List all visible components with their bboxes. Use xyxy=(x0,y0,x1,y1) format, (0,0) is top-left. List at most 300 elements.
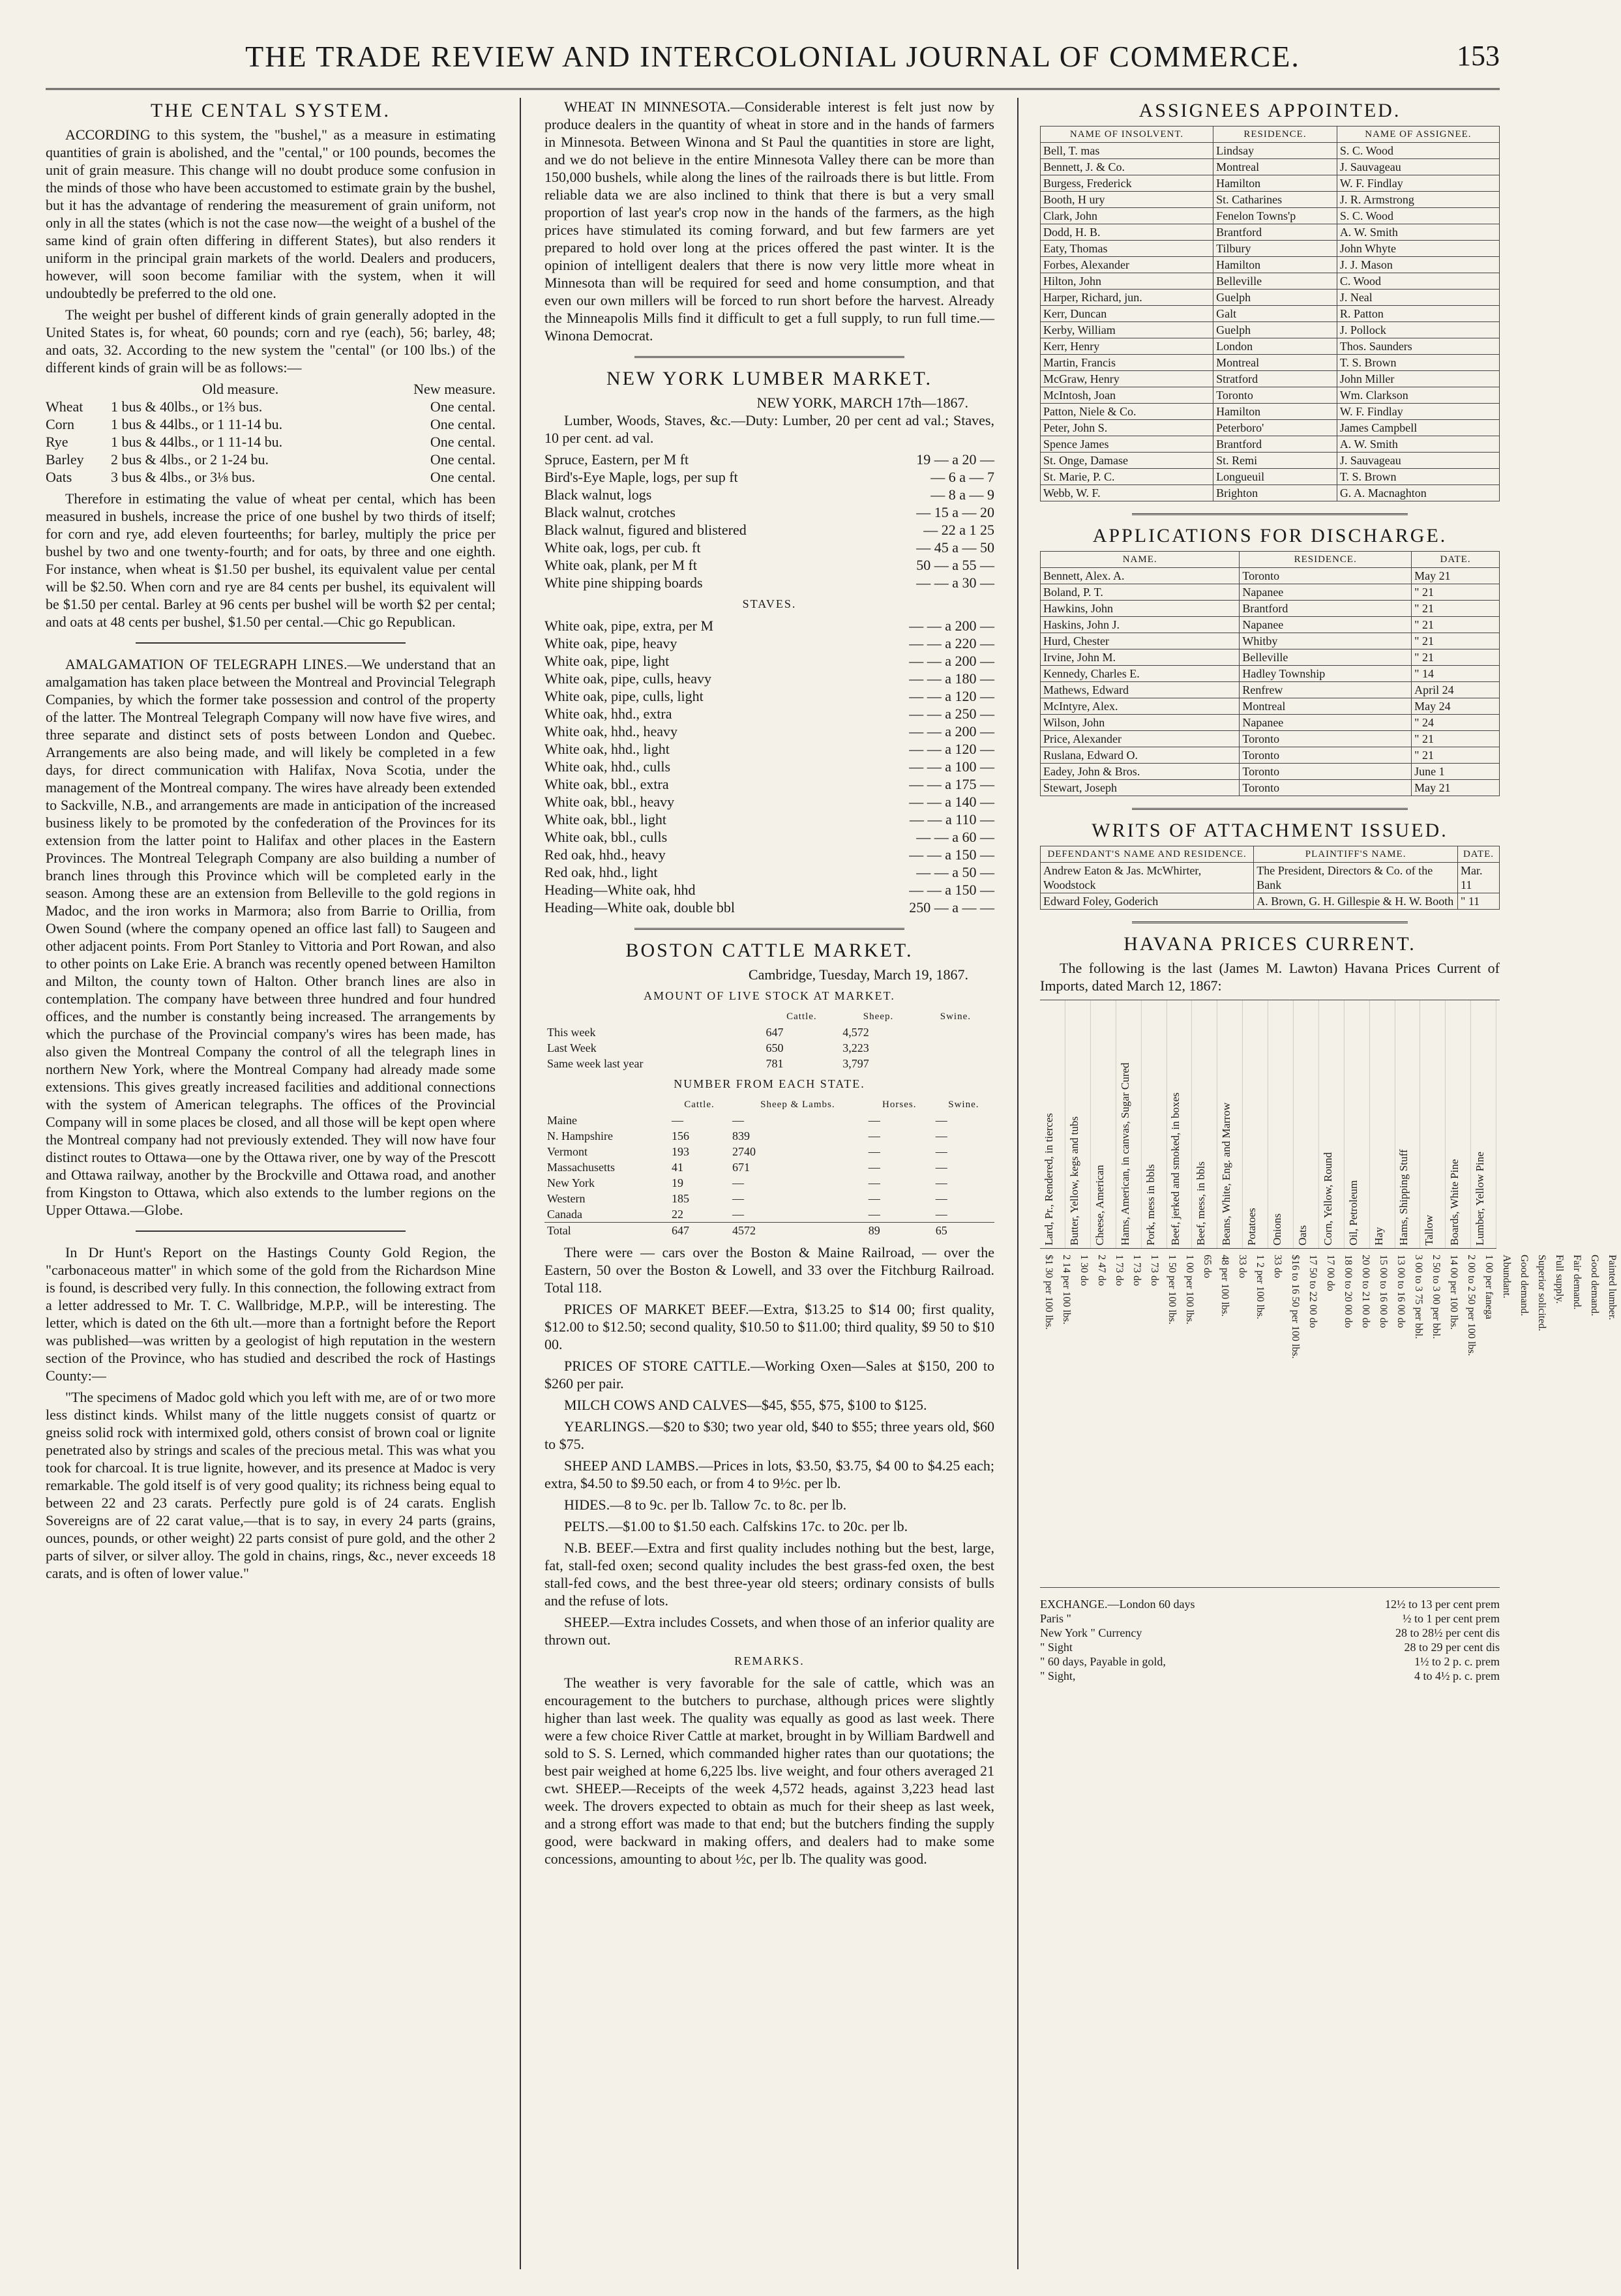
table-row xyxy=(1041,698,1500,715)
table-cell: Brantford xyxy=(1240,601,1412,617)
exchange-rate: 28 to 28½ per cent dis xyxy=(1395,1626,1500,1639)
table-cell: J. Sauvageau xyxy=(1337,453,1499,469)
havana-remarks xyxy=(1498,1255,1621,1581)
price-row xyxy=(544,574,994,591)
table-cell: Price, Alexander xyxy=(1041,731,1240,747)
havana-duty: $1 30 per 100 lbs. xyxy=(1043,1255,1054,1330)
table-cell: Wm. Clarkson xyxy=(1337,387,1499,404)
table-cell: Toronto xyxy=(1240,568,1412,584)
table-cell xyxy=(917,1024,994,1040)
havana-item: Onions xyxy=(1268,1000,1294,1248)
column-rule xyxy=(520,98,521,2269)
table-cell: Hamilton xyxy=(1213,404,1337,420)
column-header: NAME OF INSOLVENT. xyxy=(1041,127,1213,143)
table-row xyxy=(1041,371,1500,387)
column-header: Swine. xyxy=(940,1011,971,1022)
havana-duty: 1 73 do xyxy=(1114,1255,1125,1286)
table-cell: Vermont xyxy=(547,1145,587,1158)
price-row xyxy=(544,670,994,687)
table-cell: 2740 xyxy=(732,1145,756,1158)
measure-new-header: New measure. xyxy=(413,381,496,397)
table-cell xyxy=(917,1056,994,1071)
price-value: — — a 30 — xyxy=(916,574,994,591)
price-item: Black walnut, crotches xyxy=(544,504,676,520)
havana-item: Lard, Pr., Rendered, in tierces xyxy=(1040,1000,1065,1248)
table-row xyxy=(1041,257,1500,273)
table-cell: — xyxy=(868,1129,880,1142)
table-row xyxy=(1041,485,1500,501)
table-cell: — xyxy=(868,1208,880,1221)
table-row xyxy=(1041,192,1500,208)
table-row xyxy=(544,1175,994,1191)
table-cell: John Miller xyxy=(1337,371,1499,387)
price-item: White oak, hhd., light xyxy=(544,741,670,757)
table-cell: " 24 xyxy=(1412,715,1500,731)
column-header xyxy=(544,1097,669,1112)
table-cell: Maine xyxy=(547,1114,577,1127)
havana-item: Beef, mess, in bbls xyxy=(1192,1000,1217,1248)
table-cell: W. F. Findlay xyxy=(1337,404,1499,420)
price-value: — 45 a — 50 xyxy=(916,539,994,556)
price-row xyxy=(544,828,994,846)
table-cell: Last Week xyxy=(547,1041,597,1054)
lumber-date: NEW YORK, MARCH 17th—1867. xyxy=(756,395,968,411)
table-row xyxy=(1041,387,1500,404)
table-cell: Montreal xyxy=(1213,159,1337,175)
table-row xyxy=(1041,863,1500,893)
havana-duty: 33 do xyxy=(1237,1255,1248,1278)
table-cell: " 21 xyxy=(1412,649,1500,666)
exchange-label: " Sight xyxy=(1040,1641,1073,1654)
table-header xyxy=(1041,846,1500,863)
table-cell: Edward Foley, Goderich xyxy=(1041,893,1254,910)
exchange-rate: 12½ to 13 per cent prem xyxy=(1385,1598,1500,1611)
table-cell: Patton, Niele & Co. xyxy=(1041,404,1213,420)
havana-prices xyxy=(1286,1255,1498,1581)
table-cell: Fenelon Towns'p xyxy=(1213,208,1337,224)
table-cell: J. J. Mason xyxy=(1337,257,1499,273)
table-cell: Bennett, J. & Co. xyxy=(1041,159,1213,175)
price-row xyxy=(544,846,994,863)
havana-item: Beef, jerked and smoked, in boxes xyxy=(1167,1000,1192,1248)
measure-grain: Oats xyxy=(46,469,72,485)
table-cell: Kerr, Duncan xyxy=(1041,306,1213,322)
lumber-title: NEW YORK LUMBER MARKET. xyxy=(606,368,933,389)
price-item: Heading—White oak, double bbl xyxy=(544,899,736,916)
cental-paragraph: ACCORDING to this system, the "bushel," as a measure in estimating quantities of grain is abolished, and the "cental," or 100 pounds, becomes the unit of grain measure. This change will no doubt produce some confusion in the minds of those who have been accustomed to estimate grain by the bushel, but it has the advantage of rendering the measurement of grain uniform, not only in all the states (which is not the case now—the weight of a bushel of the same kind of grain often differing in different States), but also renders it uniform in the principal grain markets of the world. Dealers and producers, however, will soon become familiar with the system, when it will undoubtedly be preferred to the old one. xyxy=(46,127,496,301)
exchange-rate: ½ to 1 per cent prem xyxy=(1403,1612,1500,1625)
column-rule xyxy=(1017,98,1019,2269)
table-cell: Bell, T. mas xyxy=(1041,143,1213,159)
table-cell: R. Patton xyxy=(1337,306,1499,322)
page-number: 153 xyxy=(1457,40,1500,72)
table-cell: Hamilton xyxy=(1213,257,1337,273)
havana-price: 13 00 to 16 00 do xyxy=(1395,1255,1406,1328)
column-header: PLAINTIFF'S NAME. xyxy=(1254,846,1458,863)
havana-duty: 2 47 do xyxy=(1096,1255,1107,1286)
price-row xyxy=(544,758,994,775)
table-cell: A. W. Smith xyxy=(1337,436,1499,453)
table-cell: This week xyxy=(547,1026,596,1039)
price-value: — 15 a — 20 xyxy=(916,504,994,520)
price-value: — — a 120 — xyxy=(909,688,994,704)
table-cell: 193 xyxy=(671,1145,689,1158)
table-cell: Whitby xyxy=(1240,633,1412,649)
price-item: White oak, pipe, culls, light xyxy=(544,688,704,704)
measure-new: One cental. xyxy=(430,469,496,485)
column-header: DATE. xyxy=(1457,846,1499,863)
table-cell: Massachusetts xyxy=(547,1161,615,1174)
table-cell: Bennett, Alex. A. xyxy=(1041,568,1240,584)
table-cell: Martin, Francis xyxy=(1041,355,1213,371)
table-cell: Stewart, Joseph xyxy=(1041,780,1240,796)
price-item: Red oak, hhd., heavy xyxy=(544,846,666,863)
havana-price: 2 00 to 2 50 per 100 lbs. xyxy=(1466,1255,1477,1356)
table-cell: S. C. Wood xyxy=(1337,208,1499,224)
table-cell: 781 xyxy=(766,1057,784,1070)
table-cell: 647 xyxy=(766,1026,784,1039)
price-row xyxy=(544,723,994,740)
cattle-note: YEARLINGS.—$20 to $30; two year old, $40 to $55; three years old, $60 to $75. xyxy=(544,1418,994,1452)
price-value: — — a 175 — xyxy=(909,776,994,792)
exchange-row xyxy=(1040,1654,1500,1669)
measure-old: 3 bus & 4lbs., or 3⅛ bus. xyxy=(111,469,256,485)
table-row xyxy=(544,1206,994,1223)
measure-new: One cental. xyxy=(430,434,496,450)
table-cell: " 21 xyxy=(1412,617,1500,633)
table-row xyxy=(1041,649,1500,666)
table-row xyxy=(1041,633,1500,649)
measure-old-header: Old measure. xyxy=(202,381,279,397)
havana-duty: 1 30 do xyxy=(1078,1255,1090,1286)
havana-duty: 1 00 per 100 lbs. xyxy=(1184,1255,1195,1325)
havana-duty: 48 per 100 lbs. xyxy=(1219,1255,1230,1317)
cattle-subheading: NUMBER FROM EACH STATE. xyxy=(674,1077,865,1090)
divider xyxy=(1132,921,1408,923)
table-cell: Brighton xyxy=(1213,485,1337,501)
price-row xyxy=(544,687,994,705)
table-cell: 650 xyxy=(766,1041,784,1054)
havana-remark: Fair demand. xyxy=(1571,1255,1583,1310)
table-cell: 4,572 xyxy=(842,1026,869,1039)
writs-title: WRITS OF ATTACHMENT ISSUED. xyxy=(1092,820,1448,841)
column-header: NAME OF ASSIGNEE. xyxy=(1337,127,1499,143)
table-cell: Ruslana, Edward O. xyxy=(1041,747,1240,764)
table-body xyxy=(544,1112,994,1238)
table-row xyxy=(544,1144,994,1159)
price-value: 250 — a — — xyxy=(909,899,994,916)
table-cell: May 24 xyxy=(1412,698,1500,715)
table-cell: James Campbell xyxy=(1337,420,1499,436)
havana-grid xyxy=(1040,1255,1618,1581)
table-row xyxy=(1041,306,1500,322)
table-cell: 839 xyxy=(732,1129,751,1142)
table-cell: Belleville xyxy=(1213,273,1337,290)
exchange-label: EXCHANGE.—London 60 days xyxy=(1040,1598,1195,1611)
table-cell: Mathews, Edward xyxy=(1041,682,1240,698)
table-row xyxy=(1041,568,1500,584)
table-cell: " 11 xyxy=(1457,893,1499,910)
table-cell: Stratford xyxy=(1213,371,1337,387)
table-cell: 156 xyxy=(671,1129,689,1142)
table-cell: Kerby, William xyxy=(1041,322,1213,338)
havana-remark: Good demand. xyxy=(1519,1255,1530,1317)
table-cell: Forbes, Alexander xyxy=(1041,257,1213,273)
cattle-note: PRICES OF MARKET BEEF.—Extra, $13.25 to $14 00; first quality, $12.00 to $12.50; second quality, $10.50 to $11.00; third quality, $9 50 to $10 00. xyxy=(544,1301,994,1352)
table-cell: — xyxy=(732,1176,745,1189)
table-cell: May 21 xyxy=(1412,780,1500,796)
price-row xyxy=(544,451,994,468)
table-cell: Toronto xyxy=(1240,764,1412,780)
table-cell: McIntyre, Alex. xyxy=(1041,698,1240,715)
price-value: — — a 150 — xyxy=(909,846,994,863)
table-row xyxy=(1041,338,1500,355)
table-cell: — xyxy=(935,1129,947,1142)
exchange-label: Paris " xyxy=(1040,1612,1071,1625)
telegraph-paragraph: AMALGAMATION OF TELEGRAPH LINES.—We understand that an amalgamation has taken place between the Montreal and Provincial Telegraph Companies, by which the former take possession and control of the property of the latter. The Montreal Telegraph Company will now have five wires, and three separate and distinct sets of posts between London and Quebec. Arrangements are also being made, and will likely be completed in a few days, for direct communication with Halifax, Nova Scotia, under the management of the Montreal company. The wires have already been extended to Sackville, N.B., and arrangements are made in anticipation of the increased business likely to be promoted by the confederation of the Provinces for its extension from the latter point to Halifax and other places in the Eastern Provinces. The Montreal Telegraph Company are also building a number of branch lines through this Province which will be completed early in the season. Among these are an extension from Belleville to the gold regions in Madoc, and the iron works in Marmora; also from Barrie to Orillia, from Owen Sound (where the company opened an office last fall) to Saugeen and other adjacent points. From Port Stanley to Vittoria and Port Rowan, and also to other points on Lake Erie. A branch was recently opened between Hamilton and Milton, the county town of Halton. Other branch lines are also in contemplation. The company have between three hundred and four hundred offices, and the number is constantly being increased. The arrangements by which the purchase of the Provincial company's wires has been made, has also given the Montreal Company the control of all the telegraph lines in northern New York, where the Montreal Company had already made some extensions. This gives greatly increased facilities and additional connections with the system of American telegraphs. The offices of the Provincial Company will in some places be closed, and all those will be kept open where the Montreal company had not previously extended. They will now have four distinct routes to Ottawa—one by the Ottawa river, one by way of the Prescott and Ottawa railway, another by the Brockville and Ottawa road, and another from Kingston to Ottawa, which also extends to the lumber regions on the Upper Ottawa.—Globe. xyxy=(46,656,496,1218)
table-row xyxy=(1041,601,1500,617)
table-cell: April 24 xyxy=(1412,682,1500,698)
table-row xyxy=(1041,780,1500,796)
table-cell: — xyxy=(868,1192,880,1205)
table-cell: Montreal xyxy=(1213,355,1337,371)
price-row xyxy=(544,521,994,539)
page-title: THE TRADE REVIEW AND INTERCOLONIAL JOURNAL OF COMMERCE. xyxy=(245,40,1300,73)
measure-new: One cental. xyxy=(430,398,496,415)
table-cell: Kerr, Henry xyxy=(1041,338,1213,355)
table-cell: St. Catharines xyxy=(1213,192,1337,208)
havana-remark: Abundant. xyxy=(1501,1255,1512,1299)
divider xyxy=(634,928,904,930)
table-cell: Mar. 11 xyxy=(1457,863,1499,893)
table-row xyxy=(1041,241,1500,257)
measure-new: One cental. xyxy=(430,451,496,468)
exchange-list xyxy=(1040,1597,1500,1683)
table-cell: Peterboro' xyxy=(1213,420,1337,436)
table-cell: Spence James xyxy=(1041,436,1213,453)
havana-price: 18 00 to 20 00 do xyxy=(1343,1255,1354,1328)
table-cell: 89 xyxy=(866,1223,933,1239)
cattle-note: There were — cars over the Boston & Maine Railroad, — over the Eastern, 50 over the Boston & Lowell, and 33 over the Fitchburg Railroad. Total 118. xyxy=(544,1244,994,1296)
table-cell: 19 xyxy=(671,1176,683,1189)
table-cell: — xyxy=(732,1114,745,1127)
price-row xyxy=(544,793,994,811)
table-row xyxy=(544,1191,994,1206)
table-cell: McGraw, Henry xyxy=(1041,371,1213,387)
table-cell: 647 xyxy=(669,1223,730,1239)
price-value: — 8 a — 9 xyxy=(930,486,994,503)
table-row xyxy=(1041,143,1500,159)
table-cell: Wilson, John xyxy=(1041,715,1240,731)
table-cell: Guelph xyxy=(1213,290,1337,306)
table-cell: Hurd, Chester xyxy=(1041,633,1240,649)
price-item: White oak, pipe, extra, per M xyxy=(544,618,714,634)
table-cell: J. Sauvageau xyxy=(1337,159,1499,175)
table-row xyxy=(1041,404,1500,420)
table-cell xyxy=(917,1040,994,1056)
column-header: DEFENDANT'S NAME AND RESIDENCE. xyxy=(1041,846,1254,863)
table-cell: Same week last year xyxy=(547,1057,644,1070)
havana-item: Lumber, Yellow Pine xyxy=(1471,1000,1496,1248)
price-value: — — a 60 — xyxy=(916,829,994,845)
havana-duty: 1 50 per 100 lbs. xyxy=(1167,1255,1178,1325)
table-row xyxy=(1041,355,1500,371)
measure-old: 1 bus & 44lbs., or 1 11-14 bu. xyxy=(111,434,283,450)
divider xyxy=(1132,513,1408,515)
havana-item: Butter, Yellow, kegs and tubs xyxy=(1065,1000,1091,1248)
havana-price: 2 50 to 3 00 per bbl. xyxy=(1431,1255,1442,1339)
table-row xyxy=(1041,159,1500,175)
table-row xyxy=(1041,584,1500,601)
table-cell: Thos. Saunders xyxy=(1337,338,1499,355)
cattle-date: Cambridge, Tuesday, March 19, 1867. xyxy=(748,966,968,983)
table-cell: Andrew Eaton & Jas. McWhirter, Woodstock xyxy=(1041,863,1254,893)
measure-row xyxy=(46,398,496,415)
table-cell: The President, Directors & Co. of the Bank xyxy=(1254,863,1458,893)
measure-row xyxy=(46,468,496,486)
table-cell: — xyxy=(868,1161,880,1174)
table-cell: St. Marie, P. C. xyxy=(1041,469,1213,485)
table-cell: — xyxy=(935,1208,947,1221)
price-item: White pine shipping boards xyxy=(544,574,703,591)
cattle-note: PRICES OF STORE CATTLE.—Working Oxen—Sales at $150, 200 to $260 per pair. xyxy=(544,1358,994,1392)
column-header: RESIDENCE. xyxy=(1213,127,1337,143)
table-cell: Longueuil xyxy=(1213,469,1337,485)
table-cell: S. C. Wood xyxy=(1337,143,1499,159)
gold-paragraph: "The specimens of Madoc gold which you left with me, are of or two more less distinct kinds. Whilst many of the little nuggets consist of quartz or gneiss solid rock with intermixed gold, others consist of brown coal or lignite penetrated also by strings and scales of the precious metal. This was what you took for charcoal. It is true lignite, however, and its presence at Madoc is very remarkable. The gold itself is of very good quality; its richness being equal to between 22 and 23 carats. Perfectly pure gold is of 24 carats. English Sovereigns are of 22 carat value,—that is to say, in every 24 parts (grains, ounces, pounds, or other weight) 22 parts consist of pure gold, and the other 2 parts of silver, or silver alloy. The gold in chains, rings, &c., never exceeds 18 carats, and is often of lower value." xyxy=(46,1389,496,1581)
staves-label: STAVES. xyxy=(742,597,797,610)
table-cell: Napanee xyxy=(1240,715,1412,731)
havana-item: Pork, mess in bbls xyxy=(1142,1000,1167,1248)
lumber-duty: Lumber, Woods, Staves, &c.—Duty: Lumber, 20 per cent ad val.; Staves, 10 per cent. ad val. xyxy=(544,412,994,446)
column-1 xyxy=(46,98,496,2269)
price-row xyxy=(544,775,994,793)
measure-row xyxy=(46,415,496,433)
cattle-note: SHEEP AND LAMBS.—Prices in lots, $3.50, $3.75, $4 00 to $4.25 each; extra, $4.50 to $9.50 each, or from 4 to 9½c. per lb. xyxy=(544,1457,994,1491)
table-cell: 671 xyxy=(732,1161,751,1174)
table-cell: 65 xyxy=(933,1223,994,1239)
column-header: Swine. xyxy=(948,1099,979,1110)
column-header: Horses. xyxy=(882,1099,917,1110)
exchange-label: New York " Currency xyxy=(1040,1626,1142,1639)
havana-duty: 1 2 per 100 lbs. xyxy=(1255,1255,1266,1320)
table-row xyxy=(1041,175,1500,192)
havana-intro: The following is the last (James M. Lawton) Havana Prices Current of Imports, dated March 12, 1867: xyxy=(1040,960,1500,994)
measure-old: 1 bus & 40lbs., or 1⅔ bus. xyxy=(111,398,263,415)
table-cell: Hamilton xyxy=(1213,175,1337,192)
table-row xyxy=(1041,224,1500,241)
table-cell: — xyxy=(935,1114,947,1127)
price-row xyxy=(544,503,994,521)
exchange-rate: 1½ to 2 p. c. prem xyxy=(1414,1655,1500,1668)
havana-item: Potatoes xyxy=(1243,1000,1268,1248)
table-cell: June 1 xyxy=(1412,764,1500,780)
table-cell: " 14 xyxy=(1412,666,1500,682)
price-item: White oak, bbl., extra xyxy=(544,776,669,792)
table-cell: Brantford xyxy=(1213,436,1337,453)
table-row xyxy=(1041,893,1500,910)
gold-paragraph: In Dr Hunt's Report on the Hastings County Gold Region, the "carbonaceous matter" in which some of the gold from the Richardson Mine is found, is described very fully. In this connection, the following extract from a letter addressed to Mr. T. C. Wallbridge, M.P.P., will be interesting. The letter, which is dated on the 6th ult.—more than a fortnight before the Report was published—was written by a geologist of high reputation in the western section of the Province, who has studied and described the rock of Hastings County:— xyxy=(46,1244,496,1384)
table-row xyxy=(544,1112,994,1128)
column-header: DATE. xyxy=(1412,552,1500,568)
table-cell: " 21 xyxy=(1412,747,1500,764)
measure-header xyxy=(46,380,496,398)
price-value: — — a 220 — xyxy=(909,635,994,651)
havana-duties xyxy=(1040,1255,1286,1581)
remarks-label: REMARKS. xyxy=(734,1654,805,1667)
price-row xyxy=(544,863,994,881)
staves-list xyxy=(544,617,994,916)
table-cell: Boland, P. T. xyxy=(1041,584,1240,601)
havana-item: Oats xyxy=(1294,1000,1319,1248)
table-cell: J. Pollock xyxy=(1337,322,1499,338)
measure-row xyxy=(46,451,496,468)
table-cell: Napanee xyxy=(1240,584,1412,601)
table-cell: Burgess, Frederick xyxy=(1041,175,1213,192)
table-cell: J. R. Armstrong xyxy=(1337,192,1499,208)
table-cell: Dodd, H. B. xyxy=(1041,224,1213,241)
table-cell: John Whyte xyxy=(1337,241,1499,257)
table-cell: Tilbury xyxy=(1213,241,1337,257)
page-header xyxy=(46,26,1500,90)
measure-old: 1 bus & 44lbs., or 1 11-14 bu. xyxy=(111,416,283,432)
table-cell: Clark, John xyxy=(1041,208,1213,224)
price-value: — — a 200 — xyxy=(909,653,994,669)
price-value: — 6 a — 7 xyxy=(930,469,994,485)
table-cell: Eaty, Thomas xyxy=(1041,241,1213,257)
table-cell: Eadey, John & Bros. xyxy=(1041,764,1240,780)
price-item: White oak, plank, per M ft xyxy=(544,557,697,573)
table-cell: — xyxy=(935,1176,947,1189)
price-item: White oak, pipe, heavy xyxy=(544,635,677,651)
havana-remark: Superior solicited. xyxy=(1536,1255,1547,1332)
table-cell: 185 xyxy=(671,1192,689,1205)
price-value: — — a 200 — xyxy=(909,723,994,739)
table-cell: London xyxy=(1213,338,1337,355)
price-value: — — a 50 — xyxy=(916,864,994,880)
table-row xyxy=(1041,731,1500,747)
table-row xyxy=(1041,764,1500,780)
price-value: 50 — a 55 — xyxy=(916,557,994,573)
table-cell: Galt xyxy=(1213,306,1337,322)
cental-paragraph: The weight per bushel of different kinds of grain generally adopted in the United States is, for wheat, 60 pounds; corn and rye (each), 56; barley, 48; and oats, 32. According to the new system the "cental" (or 100 lbs.) of the different kinds of grain will be as follows:— xyxy=(46,306,496,376)
measure-grain: Corn xyxy=(46,416,74,432)
price-row xyxy=(544,811,994,828)
column-header: Cattle. xyxy=(786,1011,817,1022)
price-item: White oak, bbl., light xyxy=(544,811,666,827)
table-cell: 3,797 xyxy=(842,1057,869,1070)
table-cell: W. F. Findlay xyxy=(1337,175,1499,192)
table-cell: Renfrew xyxy=(1240,682,1412,698)
table-cell: Toronto xyxy=(1240,747,1412,764)
table-cell: Total xyxy=(544,1223,669,1239)
havana-remark: Painted lumber. xyxy=(1607,1255,1618,1320)
measure-grain: Barley xyxy=(46,451,84,468)
price-item: White oak, hhd., culls xyxy=(544,758,671,775)
measure-list xyxy=(46,398,496,486)
havana-item: Tallow xyxy=(1420,1000,1446,1248)
price-value: — — a 150 — xyxy=(909,882,994,898)
table-cell: New York xyxy=(547,1176,595,1189)
table-cell: A. Brown, G. H. Gillespie & H. W. Booth xyxy=(1254,893,1458,910)
table-cell: " 21 xyxy=(1412,584,1500,601)
table-row xyxy=(1041,436,1500,453)
havana-price: 14 00 per 100 lbs. xyxy=(1448,1255,1459,1330)
table-cell: A. W. Smith xyxy=(1337,224,1499,241)
price-item: White oak, pipe, culls, heavy xyxy=(544,670,711,687)
table-cell: St. Onge, Damase xyxy=(1041,453,1213,469)
table-cell: St. Remi xyxy=(1213,453,1337,469)
